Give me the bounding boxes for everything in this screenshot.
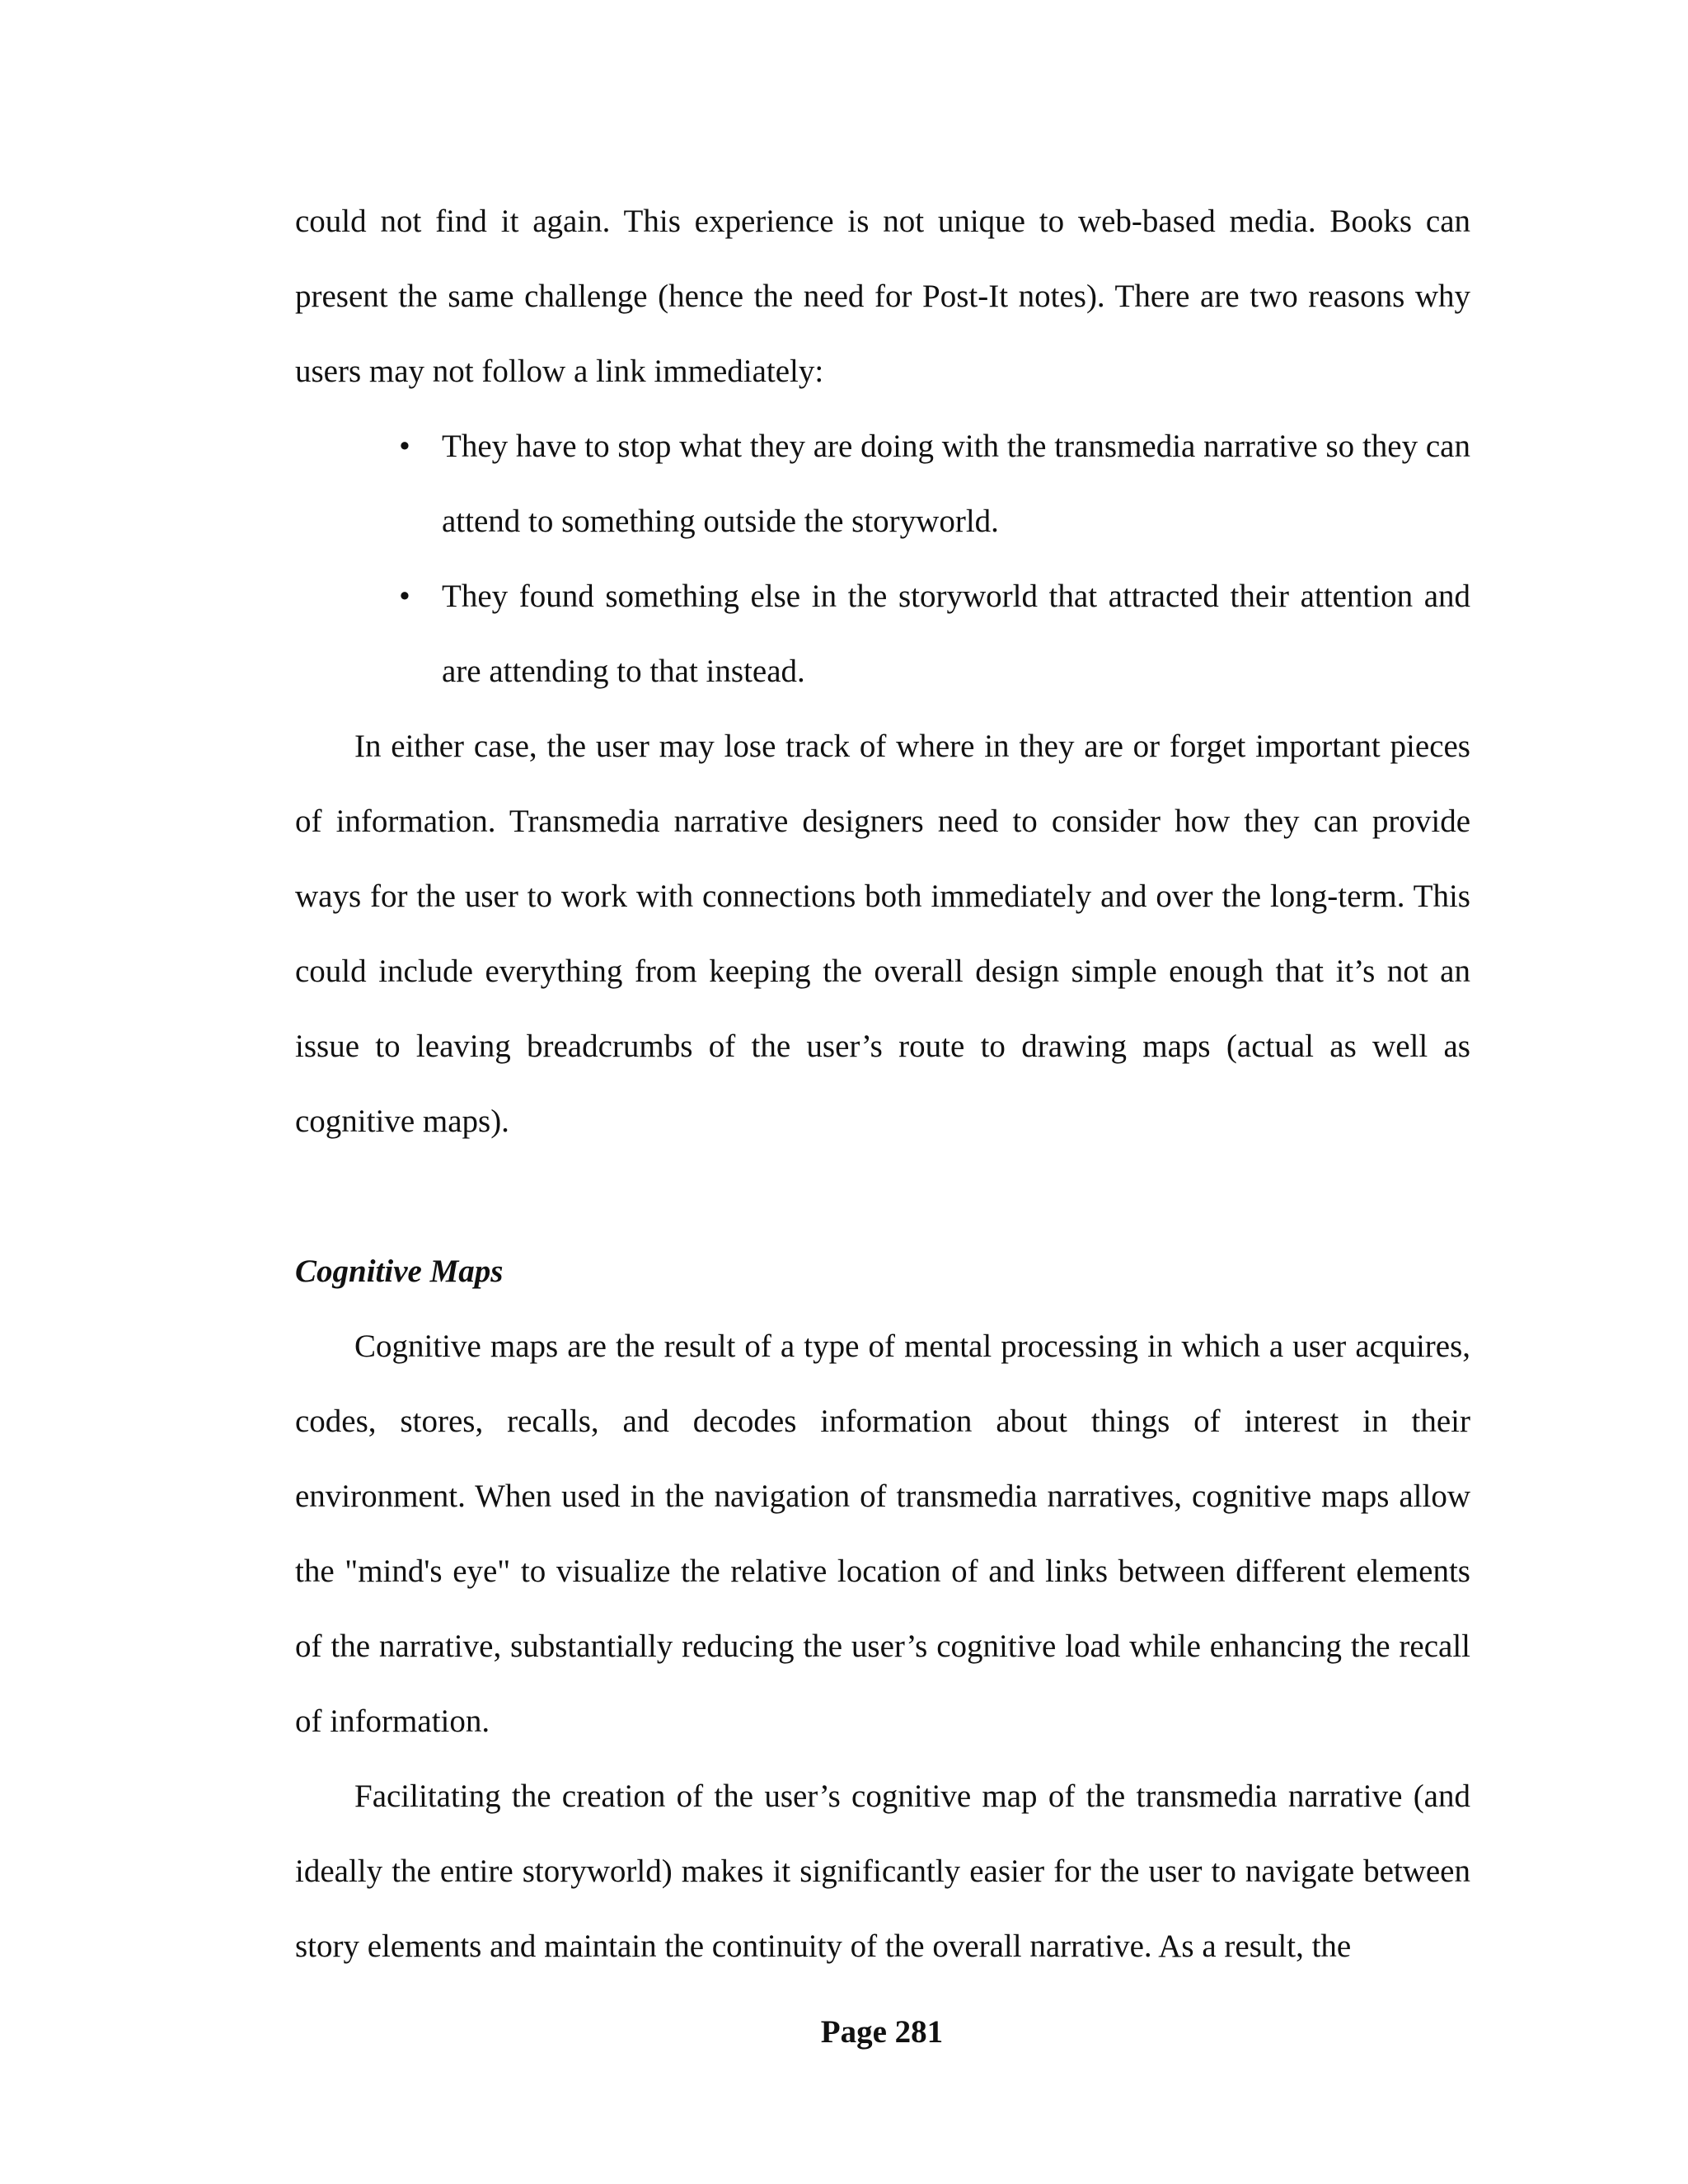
- section-heading: Cognitive Maps: [295, 1254, 504, 1289]
- bullet-list: [295, 409, 1470, 709]
- bullet-icon: •: [399, 429, 410, 464]
- body-text: [295, 184, 1470, 1984]
- bullet-text: They have to stop what they are doing with the transmedia narrative so they can attend to something outside the storyworld.: [442, 429, 1470, 539]
- paragraph-facilitating: Facilitating the creation of the user’s cognitive map of the transmedia narrative (and ideally the entire storyworld) makes it significantly easier for the user to navigate between story elements and maintain the continuity of the overall narrative. As a result, the: [295, 1779, 1470, 1964]
- bullet-text: They found something else in the storyworld that attracted their attention and are attending to that instead.: [442, 579, 1470, 689]
- paragraph-continued: could not find it again. This experience is not unique to web-based media. Books can present the same challenge (hence the need for Post-It notes). There are two reasons why users may not follow a link immediately:: [295, 204, 1470, 389]
- bullet-icon: •: [399, 579, 410, 614]
- paragraph-cognitive-maps: Cognitive maps are the result of a type of mental processing in which a user acquires, codes, stores, recalls, and decodes information about things of interest in their environment. When used in the navigation of transmedia narratives, cognitive maps allow the "mind's eye" to visualize the relative location of and links between different elements of the narrative, substantially reducing the user’s cognitive load while enhancing the recall of information.: [295, 1329, 1470, 1739]
- bullet-item: [295, 409, 1470, 559]
- paragraph-either-case: In either case, the user may lose track of where in they are or forget important pieces of information. Transmedia narrative designers need to consider how they can provide ways for the user to work with connections both immediately and over the long-term. This could include everything from keeping the overall design simple enough that it’s not an issue to leaving breadcrumbs of the user’s route to drawing maps (actual as well as cognitive maps).: [295, 729, 1470, 1139]
- bullet-item: [295, 559, 1470, 709]
- page-number: Page 281: [820, 2014, 944, 2050]
